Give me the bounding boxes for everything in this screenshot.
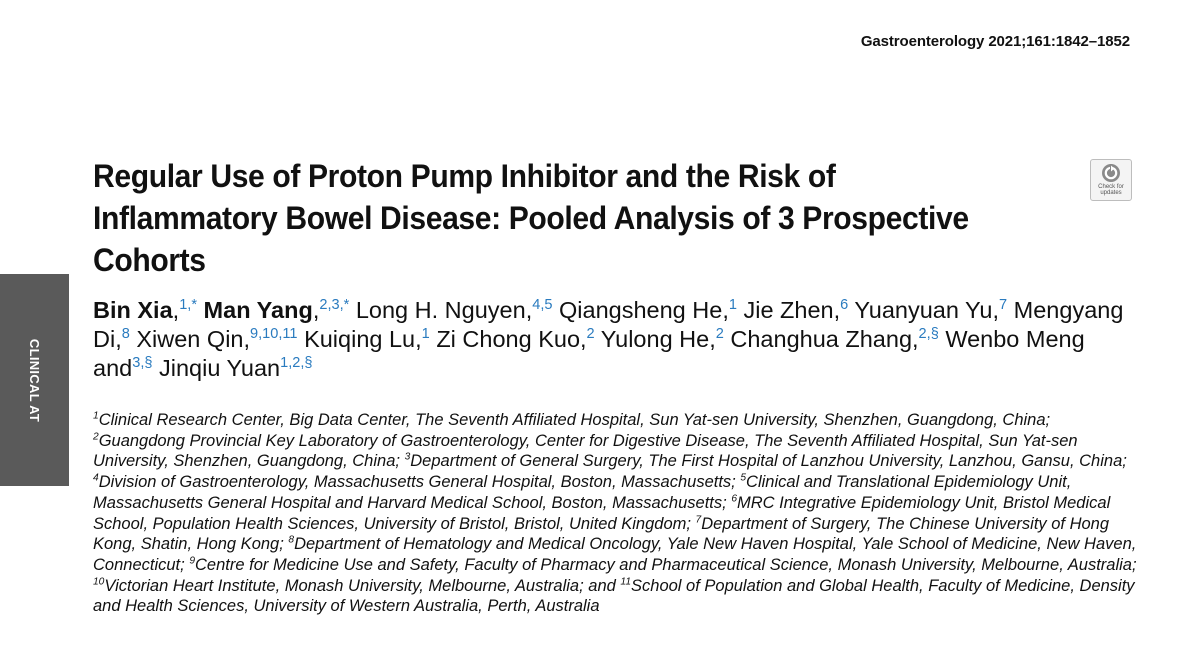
author-name: Yuanyuan Yu: [854, 297, 993, 323]
author-separator: ,: [525, 297, 533, 323]
author-separator: ,: [172, 297, 180, 323]
author-separator: ,: [722, 297, 729, 323]
author-affiliation-link[interactable]: 2: [715, 325, 724, 342]
affiliation-text: Clinical and Translational Epidemiology Unit, Massachusetts General Hospital and Harvard Medical School, Boston, Massachusetts;: [93, 473, 1072, 512]
author-affiliation-link[interactable]: 1: [728, 296, 737, 313]
affiliation-number: 2: [93, 431, 99, 443]
affiliation-text: Guangdong Provincial Key Laboratory of Gastroenterology, Center for Digestive Disease, The Seventh Affiliated Hospital, Sun Yat-sen University, Shenzhen, Guangdong, China;: [93, 431, 1078, 471]
affiliation-number: 6: [731, 493, 738, 505]
affiliation-text: Clinical Research Center, Big Data Center, The Seventh Affiliated Hospital, Sun Yat-sen University, Shenzhen, Guangdong, China;: [98, 411, 1051, 429]
author-name: Long H. Nguyen: [355, 297, 526, 323]
affiliation-text: MRC Integrative Epidemiology Unit, Bristol Medical School, Population Health Sciences, University of Bristol, Bristol, United Kingdom;: [93, 493, 1111, 533]
affiliation-number: 5: [740, 472, 747, 484]
affiliation-text: Division of Gastroenterology, Massachusetts General Hospital, Boston, Massachusetts;: [98, 473, 736, 492]
author-separator: ,: [115, 326, 122, 352]
author-list: [93, 296, 1143, 383]
author-separator: ,: [912, 326, 919, 352]
author-affiliation-link[interactable]: 8: [121, 325, 130, 342]
affiliation-text: Department of Hematology and Medical Oncology, Yale New Haven Hospital, Yale School of Medicine, New Haven, Connecticut;: [93, 535, 1137, 574]
author-name: Kuiqing Lu: [304, 326, 416, 352]
check-for-updates-line2: updates: [1100, 190, 1122, 196]
affiliation-number: 9: [189, 555, 195, 567]
author-separator: ,: [243, 326, 251, 352]
author-affiliation-link[interactable]: 7: [999, 296, 1008, 313]
author-name: Man Yang: [203, 297, 313, 323]
author-affiliation-link[interactable]: 1,*: [179, 296, 198, 313]
check-for-updates-line1: Check for: [1098, 184, 1124, 190]
affiliation-number: 7: [695, 514, 702, 526]
affiliation-number: 1: [93, 410, 99, 422]
author-name: Xiwen Qin: [136, 326, 244, 352]
author-affiliation-link[interactable]: 1: [421, 325, 430, 342]
author-affiliation-link[interactable]: 6: [840, 296, 849, 313]
author-separator: ,: [415, 326, 422, 352]
check-for-updates-icon: [1101, 163, 1121, 183]
author-affiliation-link[interactable]: 1,2,§: [280, 354, 313, 371]
author-name: Qiangsheng He: [559, 297, 723, 323]
author-separator: ,: [312, 297, 320, 323]
author-separator: and: [93, 355, 133, 381]
author-affiliation-link[interactable]: 2,3,*: [319, 296, 350, 313]
author-separator: ,: [992, 297, 1000, 323]
affiliation-number: 3: [404, 452, 411, 464]
author-affiliation-link[interactable]: 2: [586, 325, 595, 342]
author-name: Jie Zhen: [743, 297, 834, 323]
author-name: Zi Chong Kuo: [436, 326, 581, 352]
affiliation-number: 10: [93, 576, 105, 588]
author-separator: ,: [833, 297, 841, 323]
author-affiliation-link[interactable]: 2,§: [918, 325, 939, 342]
author-name: Jinqiu Yuan: [159, 355, 281, 381]
author-name: Changhua Zhang: [730, 326, 913, 352]
affiliation-text: Department of Surgery, The Chinese University of Hong Kong, Shatin, Hong Kong;: [93, 514, 1110, 554]
check-for-updates-label: [1098, 184, 1124, 196]
affiliation-number: 11: [620, 576, 632, 588]
affiliation-text: Department of General Surgery, The First Hospital of Lanzhou University, Lanzhou, Gansu, China;: [410, 452, 1127, 471]
affiliation-text: Victorian Heart Institute, Monash University, Melbourne, Australia; and: [104, 576, 616, 595]
affiliation-text: Centre for Medicine Use and Safety, Faculty of Pharmacy and Pharmaceutical Science, Monash University, Melbourne, Australia;: [195, 555, 1137, 574]
affiliation-number: 4: [93, 472, 99, 484]
author-affiliation-link[interactable]: 4,5: [532, 296, 553, 313]
affiliation-text: School of Population and Global Health, Faculty of Medicine, Density and Health Sciences, University of Western Australia, Perth, Australia: [93, 576, 1135, 616]
section-side-tab-label: CLINICAL AT: [27, 338, 42, 422]
check-for-updates-button[interactable]: [1090, 159, 1132, 201]
affiliations-list: [93, 410, 1138, 617]
author-affiliation-link[interactable]: 3,§: [132, 354, 153, 371]
author-name: Mengyang Di: [93, 297, 1124, 352]
article-title: Regular Use of Proton Pump Inhibitor and the Risk of Inflammatory Bowel Disease: Pooled Analysis of 3 Prospective Cohorts: [93, 158, 969, 278]
journal-reference: Gastroenterology 2021;161:1842–1852: [860, 33, 1130, 50]
author-name: Bin Xia: [93, 297, 173, 323]
author-separator: ,: [709, 326, 716, 352]
author-name: Yulong He: [600, 326, 710, 352]
author-affiliation-link[interactable]: 9,10,11: [250, 325, 298, 342]
affiliation-number: 8: [288, 534, 295, 546]
author-name: Wenbo Meng: [945, 326, 1085, 352]
author-separator: ,: [580, 326, 587, 352]
section-side-tab: [0, 274, 69, 486]
